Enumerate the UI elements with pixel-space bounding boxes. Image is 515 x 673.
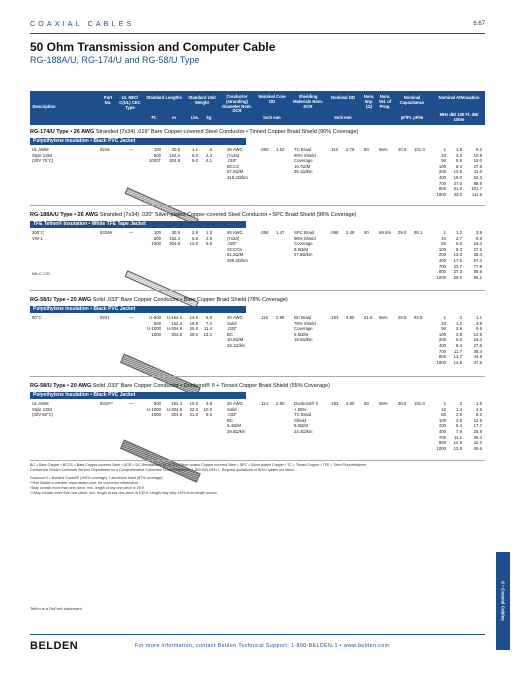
core-in-cell: .114 <box>260 401 269 406</box>
divider <box>30 205 485 206</box>
shielding-cell: Duobond® II + 55% TC Braid Shield 8.0Ω/M 24.4Ω/km <box>294 401 319 434</box>
col-ul: UL NEC/ C(UL) CEC Type <box>119 95 141 110</box>
footnote-1: Duobond II = Bonded Duofoil® (100% coverage) + aluminum braid (67% coverage). <box>30 476 164 480</box>
footnote-3: †May contain more than one piece, min. length of any one piece is 25 ft. <box>30 486 145 490</box>
col-nominal-od: Nominal OD <box>331 95 355 100</box>
db-m-cell: 6.2 10.8 19.0 27.6 41.0 62.3 88.6 101.7 111.5 <box>471 147 482 197</box>
od-mm-cell: 4.90 <box>346 401 355 406</box>
kg-cell: 5.9 7.0 11.4 13.2 <box>203 315 212 337</box>
kg-cell: 4.8 10.0 9.5 <box>203 401 212 418</box>
conductor-cell: 26 AWG (7x34) .019" BCCS 57.0Ω/M 318.2Ω/km <box>227 147 248 180</box>
page-footer <box>30 640 485 654</box>
col-velocity: Nom. Vel. of Prop. <box>378 94 392 109</box>
conductor-cell: 26 AWG (7x34) .020" SCCCS 91.2Ω/M 299.2Ω/km <box>227 230 248 263</box>
desc-cell: UL AWM Style 1354 (30V 60°C) <box>32 401 54 418</box>
page-title: 50 Ohm Transmission and Computer Cable <box>30 40 276 54</box>
contact-note: Contact the Belden Customer Service Department for a Comprehensive Connector Cross Reference, 1-800-BELDEN-1. Request quotations of RG/U cables not listed. <box>30 468 295 472</box>
col-ft: Ft. <box>151 115 157 120</box>
col-capacitance: Nominal Capacitance <box>399 95 425 105</box>
m-cell: 30.5 152.4 304.8 <box>169 147 180 164</box>
db-m-cell: 3.9 8.9 18.4 27.2 39.4 57.4 77.8 89.6 95.1 <box>473 230 482 280</box>
section-heading: RG-188A/U Type • 26 AWG Stranded (7x34) .020" Silver-plated Copper-covered Steel Conductor • SPC Braid Shield (96% Coverage) <box>30 212 357 218</box>
db-ft-cell: .3 1.2 2.9 3.8 5.6 8.4 11.7 13.7 14.5 <box>453 315 462 365</box>
core-in-cell: .060 <box>260 147 269 152</box>
insulation-bar: Polyethylene Insulation • Black PVC Jacket <box>30 138 246 145</box>
ul-cell: — <box>129 401 134 406</box>
db-ft-cell: .3 1.4 2.5 3.8 5.4 7.9 11.1 12.8 13.9 <box>453 401 462 451</box>
section-tab[interactable] <box>496 552 510 650</box>
mhz-cell: 1 10 50 100 200 400 700 900 1000 <box>436 230 446 280</box>
shielding-cell: TC Braid 90% Shield Coverage 10.7Ω/M 35.1Ω/km <box>294 147 316 175</box>
col-unit-weight: Standard Unit Weight <box>188 95 216 105</box>
footnote-2: **See Belden's website, www.belden.com, for connector information. <box>30 481 139 485</box>
imp-cell: 50 <box>364 230 369 235</box>
col-conductor: Conductor (stranding) Diameter Nom. DCR <box>222 94 252 114</box>
db-ft-cell: 1.9 3.3 5.8 8.4 12.5 19.0 27.0 31.0 34.0 <box>453 147 462 197</box>
desc-cell: 80°C <box>32 315 42 320</box>
db-m-cell: 1.1 3.9 9.5 12.5 18.4 27.6 38.4 44.9 47.6 <box>473 315 482 365</box>
part-cell: 9310** <box>100 401 113 406</box>
col-kg: kg <box>206 115 212 120</box>
pf-ft-cell: 28.5 <box>398 315 407 320</box>
core-mm-cell: 2.90 <box>276 401 285 406</box>
pf-ft-cell: 30.8 <box>398 147 407 152</box>
conductor-cell: 20 AWG Solid .033" BC 9.4Ω/M 28.6Ω/km <box>227 401 246 434</box>
core-mm-cell: 1.52 <box>276 147 285 152</box>
imp-cell: 50 <box>364 401 369 406</box>
pf-m-cell: 93.5 <box>414 315 423 320</box>
footnote-4: ††May contain more than one piece, min. length of any one piece is 100 ft. Length may vary ±10% from length shown. <box>30 491 218 495</box>
part-cell: 9201 <box>100 315 110 320</box>
col-std-lengths: Standard Lengths <box>146 95 182 100</box>
db-ft-cell: 1.2 2.7 5.6 8.3 12.0 17.5 23.7 27.3 29.0 <box>453 230 462 280</box>
cable-section-rg188 <box>30 211 485 280</box>
vel-cell: 69.5% <box>379 230 392 235</box>
ul-cell: — <box>129 230 134 235</box>
col-m: m <box>172 115 176 120</box>
divider <box>30 460 485 461</box>
cable-section-rg174 <box>30 128 485 197</box>
lbs-cell: 2.9 6.5 12.0 <box>189 230 198 247</box>
core-mm-cell: 2.95 <box>276 315 285 320</box>
m-cell: 152.4 U-304.8 304.8 <box>166 401 182 418</box>
table-column-header <box>30 91 485 125</box>
cable-section-rg58-b <box>30 382 485 451</box>
insulation-bar: Polyethylene Insulation • Black PVC Jacket <box>30 392 246 399</box>
lbs-cell: 13.0 15.5 25.0 29.0 <box>189 315 198 337</box>
pf-m-cell: 101.0 <box>414 401 425 406</box>
od-mm-cell: 4.90 <box>346 315 355 320</box>
page-header <box>30 20 485 34</box>
insulation-bar: Polyethylene Insulation • Black PVC Jacket <box>30 306 246 313</box>
col-impedance: Nom. Imp. (Ω) <box>363 94 375 109</box>
od-in-cell: .193 <box>330 315 339 320</box>
shielding-cell: SPC Braid 96% Shield Coverage 8.5Ω/M 27.9Ω/km <box>294 230 316 258</box>
col-cap-units: pF/Ft. pF/m <box>400 115 424 120</box>
ft-cell: 100 500 1000† <box>149 147 161 164</box>
od-in-cell: .110 <box>330 147 339 152</box>
mhz-cell: 1 10 50 100 200 400 700 900 1000 <box>436 401 446 451</box>
desc-cell: 200°C VW-1 <box>32 230 44 241</box>
ul-cell: — <box>129 147 134 152</box>
trademark-note: Teflon is a DuPont trademark. <box>30 606 83 611</box>
page-subtitle: RG-188A/U, RG-174/U and RG-58/U Type <box>30 55 200 65</box>
footer-contact: For more information, contact Belden Technical Support: 1-800-BELDEN-1 • www.belden.com <box>135 643 390 649</box>
lbs-cell: 1.1 5.0 9.0 <box>192 147 198 164</box>
page-number: 6.67 <box>473 21 485 27</box>
conductor-cell: 20 AWG Solid .033" BC 10.0Ω/M 33.1Ω/km <box>227 315 246 348</box>
abbreviations-note: BC = Bare Copper • BCCS = Bare Copper-covered Steel • DCR = DC Resistance • SCCCS = Silver-coated Copper-covered Steel • SPC = Silver-plated Copper • TC = Tinned Copper • TFE = Tetra Fluoroethylene <box>30 463 367 467</box>
divider <box>30 290 485 291</box>
section-tab-label: 6 • Coaxial Cables <box>500 581 506 621</box>
ft-cell: 100 500 1000 <box>151 230 161 247</box>
mhz-cell: 1 10 50 100 200 400 700 900 1000 <box>436 147 446 197</box>
m-cell: 30.5 152.4 304.8 <box>169 230 180 247</box>
section-heading: RG-58/U Type • 20 AWG Solid .033" Bare Copper Conductor • Bare Copper Braid Shield (78% Coverage) <box>30 297 288 303</box>
cable-section-rg58-a <box>30 296 485 365</box>
belden-logo: BELDEN <box>30 640 79 652</box>
m-cell: U-152.4 152.4 U-304.8 304.8 <box>166 315 182 337</box>
ul-cell: — <box>129 315 134 320</box>
mil-spec-note: MIL-C-17G <box>32 272 50 276</box>
col-lbs: Lbs. <box>190 115 200 120</box>
col-core-units: Inch mm <box>263 115 281 120</box>
lbs-cell: 10.5 22.0 21.0 <box>189 401 198 418</box>
od-in-cell: .098 <box>330 230 339 235</box>
vel-cell: 66% <box>379 147 388 152</box>
col-od-units: Inch mm <box>334 115 352 120</box>
insulation-bar: TFE Teflon® Insulation • White TFE Tape Jacket <box>30 221 246 228</box>
vel-cell: 66% <box>379 315 388 320</box>
category-label: COAXIAL CABLES <box>30 21 135 28</box>
part-cell: 83269 <box>100 230 112 235</box>
part-cell: 8216 <box>100 147 110 152</box>
col-atten-units: MHz dB/ 100 Ft. dB/ 100m <box>439 112 479 122</box>
imp-cell: 51.5 <box>364 315 373 320</box>
footnotes <box>30 463 490 496</box>
col-core-od: Nominal Core OD <box>258 94 286 104</box>
pf-m-cell: 95.1 <box>414 230 423 235</box>
shielding-cell: BC Braid 78% Shield Coverage 5.5Ω/M 18.0Ω/km <box>294 315 316 343</box>
core-in-cell: .116 <box>260 315 269 320</box>
od-mm-cell: 2.79 <box>346 147 355 152</box>
ft-cell: U-500 500 U-1000 1000 <box>146 315 161 337</box>
col-description: Description <box>32 104 56 109</box>
imp-cell: 50 <box>364 147 369 152</box>
col-part: Part No. <box>103 95 113 105</box>
od-in-cell: .193 <box>330 401 339 406</box>
core-mm-cell: 1.47 <box>276 230 285 235</box>
ft-cell: 500 U-1000 1000 <box>146 401 161 418</box>
vel-cell: 66% <box>379 401 388 406</box>
section-heading: RG-174/U Type • 26 AWG Stranded (7x34) .019" Bare Copper-covered Steel Conductor • Tinned Copper Braid Shield (90% Coverage) <box>30 129 359 135</box>
footer-divider <box>30 634 485 635</box>
divider <box>30 376 485 377</box>
kg-cell: .5 2.3 4.1 <box>206 147 212 164</box>
section-heading: RG-58/U Type • 20 AWG Solid .033" Bare Copper Conductor • Duobond® II + Tinned Copper Braid Shield (55% Coverage) <box>30 383 330 389</box>
desc-cell: UL AWM Style 1354 (30V 75°C) <box>32 147 54 164</box>
pf-m-cell: 101.0 <box>414 147 425 152</box>
mhz-cell: 1 10 50 100 200 400 700 900 1000 <box>436 315 446 365</box>
col-shielding: Shielding Materials Nom. DCR <box>293 94 323 109</box>
kg-cell: 1.3 2.9 5.5 <box>206 230 212 247</box>
core-in-cell: .058 <box>260 230 269 235</box>
pf-ft-cell: 29.0 <box>398 230 407 235</box>
col-attenuation: Nominal Attenuation <box>438 95 480 100</box>
pf-ft-cell: 30.8 <box>398 401 407 406</box>
od-mm-cell: 2.49 <box>346 230 355 235</box>
db-m-cell: 1.5 4.6 8.2 12.5 17.7 25.9 36.4 42.0 45.6 <box>473 401 482 451</box>
